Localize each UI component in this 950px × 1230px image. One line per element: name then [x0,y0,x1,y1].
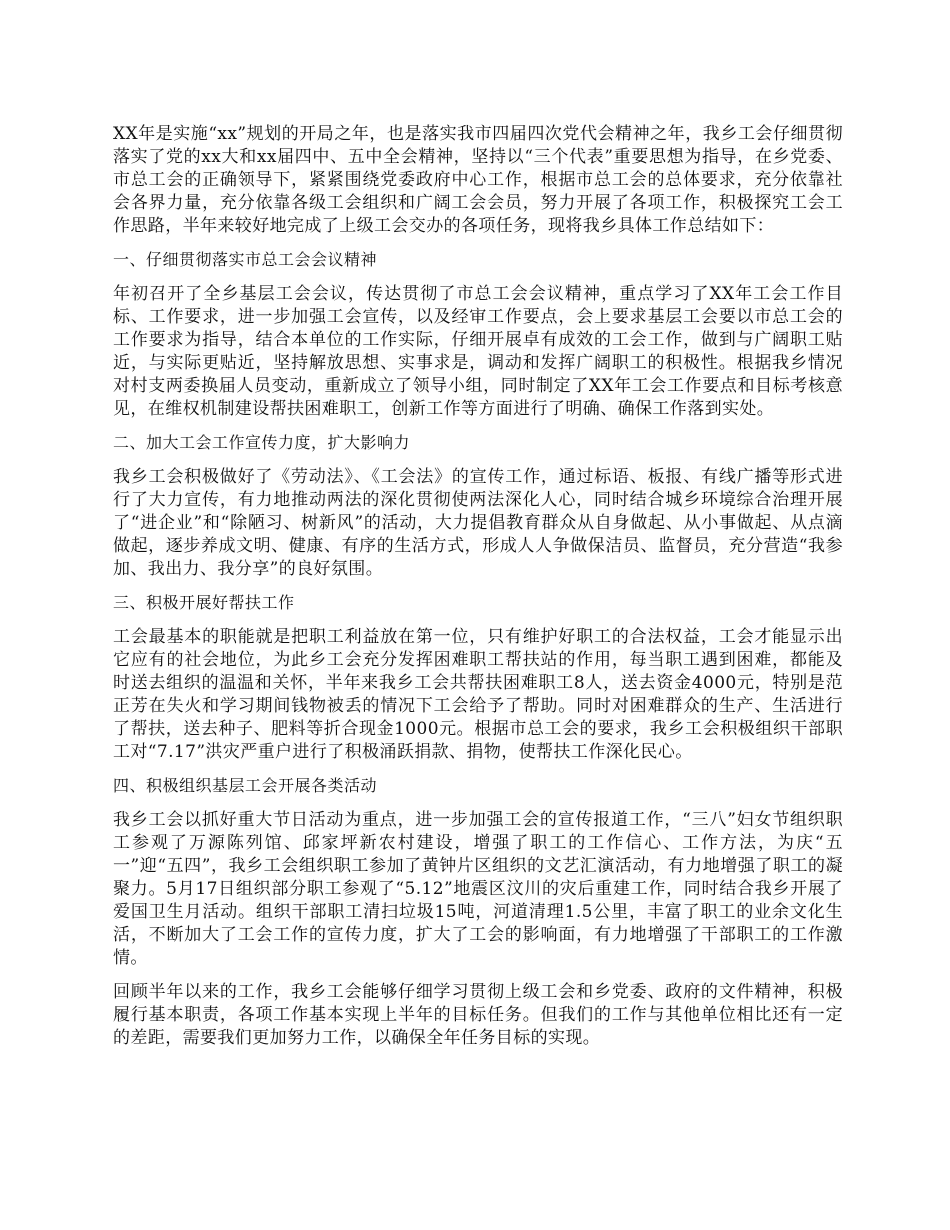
section-body: 工会最基本的职能就是把职工利益放在第一位，只有维护好职工的合法权益，工会才能显示出它应有的社会地位，为此乡工会充分发挥困难职工帮扶站的作用，每当职工遇到困难，都能及时送去组织的温温和关怀，半年来我乡工会共帮扶困难职工8人，送去资金4000元，特别是范正芳在失火和学习期间钱物被丢的情况下工会给予了帮助。同时对困难群众的生产、生活进行了帮扶，送去种子、肥料等折合现金1000元。根据市总工会的要求，我乡工会积极组织干部职工对“7.17”洪灾严重户进行了积极涌跃捐款、捐物，使帮扶工作深化民心。 [113,627,843,762]
section-body: 我乡工会以抓好重大节日活动为重点，进一步加强工会的宣传报道工作，“三八”妇女节组织职工参观了万源陈列馆、邱家坪新农村建设，增强了职工的工作信心、工作方法，为庆“五一”迎“五四”，我乡工会组织职工参加了黄钟片区组织的文艺汇演活动，有力地增强了职工的凝聚力。5月17日组织部分职工参观了“5.12”地震区汶川的灾后重建工作，同时结合我乡开展了爱国卫生月活动。组织干部职工清扫垃圾15吨，河道清理1.5公里，丰富了职工的业余文化生活，不断加大了工会工作的宣传力度，扩大了工会的影响面，有力地增强了干部职工的工作激情。 [113,810,843,968]
conclusion-paragraph: 回顾半年以来的工作，我乡工会能够仔细学习贯彻上级工会和乡党委、政府的文件精神，积极履行基本职责，各项工作基本实现上半年的目标任务。但我们的工作与其他单位相比还有一定的差距，需要我们更加努力工作，以确保全年任务目标的实现。 [113,982,843,1048]
section-body: 我乡工会积极做好了《劳动法》、《工会法》的宣传工作，通过标语、板报、有线广播等形式进行了大力宣传，有力地推动两法的深化贯彻使两法深化人心，同时结合城乡环境综合治理开展了“进企业”和“除陋习、树新风”的活动，大力提倡教育群众从自身做起、从小事做起、从点滴做起，逐步养成文明、健康、有序的生活方式，形成人人争做保洁员、监督员，充分营造“我参加、我出力、我分享”的良好氛围。 [113,467,843,579]
section-heading: 二、加大工会工作宣传力度，扩大影响力 [113,433,411,452]
section-heading: 四、积极组织基层工会开展各类活动 [113,776,378,795]
intro-paragraph: XX年是实施“xx”规划的开局之年，也是落实我市四届四次党代会精神之年，我乡工会仔细贯彻落实了党的xx大和xx届四中、五中全会精神，坚持以“三个代表”重要思想为指导，在乡党委、市总工会的正确领导下，紧紧围绕党委政府中心工作，根据市总工会的总体要求，充分依靠社会各界力量，充分依靠各级工会组织和广阔工会会员，努力开展了各项工作，积极探究工会工作思路，半年来较好地完成了上级工会交办的各项任务，现将我乡具体工作总结如下： [113,124,843,236]
section-heading: 一、仔细贯彻落实市总工会会议精神 [113,250,378,269]
section-body: 年初召开了全乡基层工会会议，传达贯彻了市总工会会议精神，重点学习了XX年工会工作目标、工作要求，进一步加强工会宣传，以及经审工作要点，会上要求基层工会要以市总工会的工作要求为指导，结合本单位的工作实际，仔细开展卓有成效的工会工作，做到与广阔职工贴近，与实际更贴近，坚持解放思想、实事求是，调动和发挥广阔职工的积极性。根据我乡情况对村支两委换届人员变动，重新成立了领导小组，同时制定了XX年工会工作要点和目标考核意见，在维权机制建设帮扶困难职工，创新工作等方面进行了明确、确保工作落到实处。 [113,284,843,419]
section-heading: 三、积极开展好帮扶工作 [113,593,295,612]
document-page [113,123,843,1061]
